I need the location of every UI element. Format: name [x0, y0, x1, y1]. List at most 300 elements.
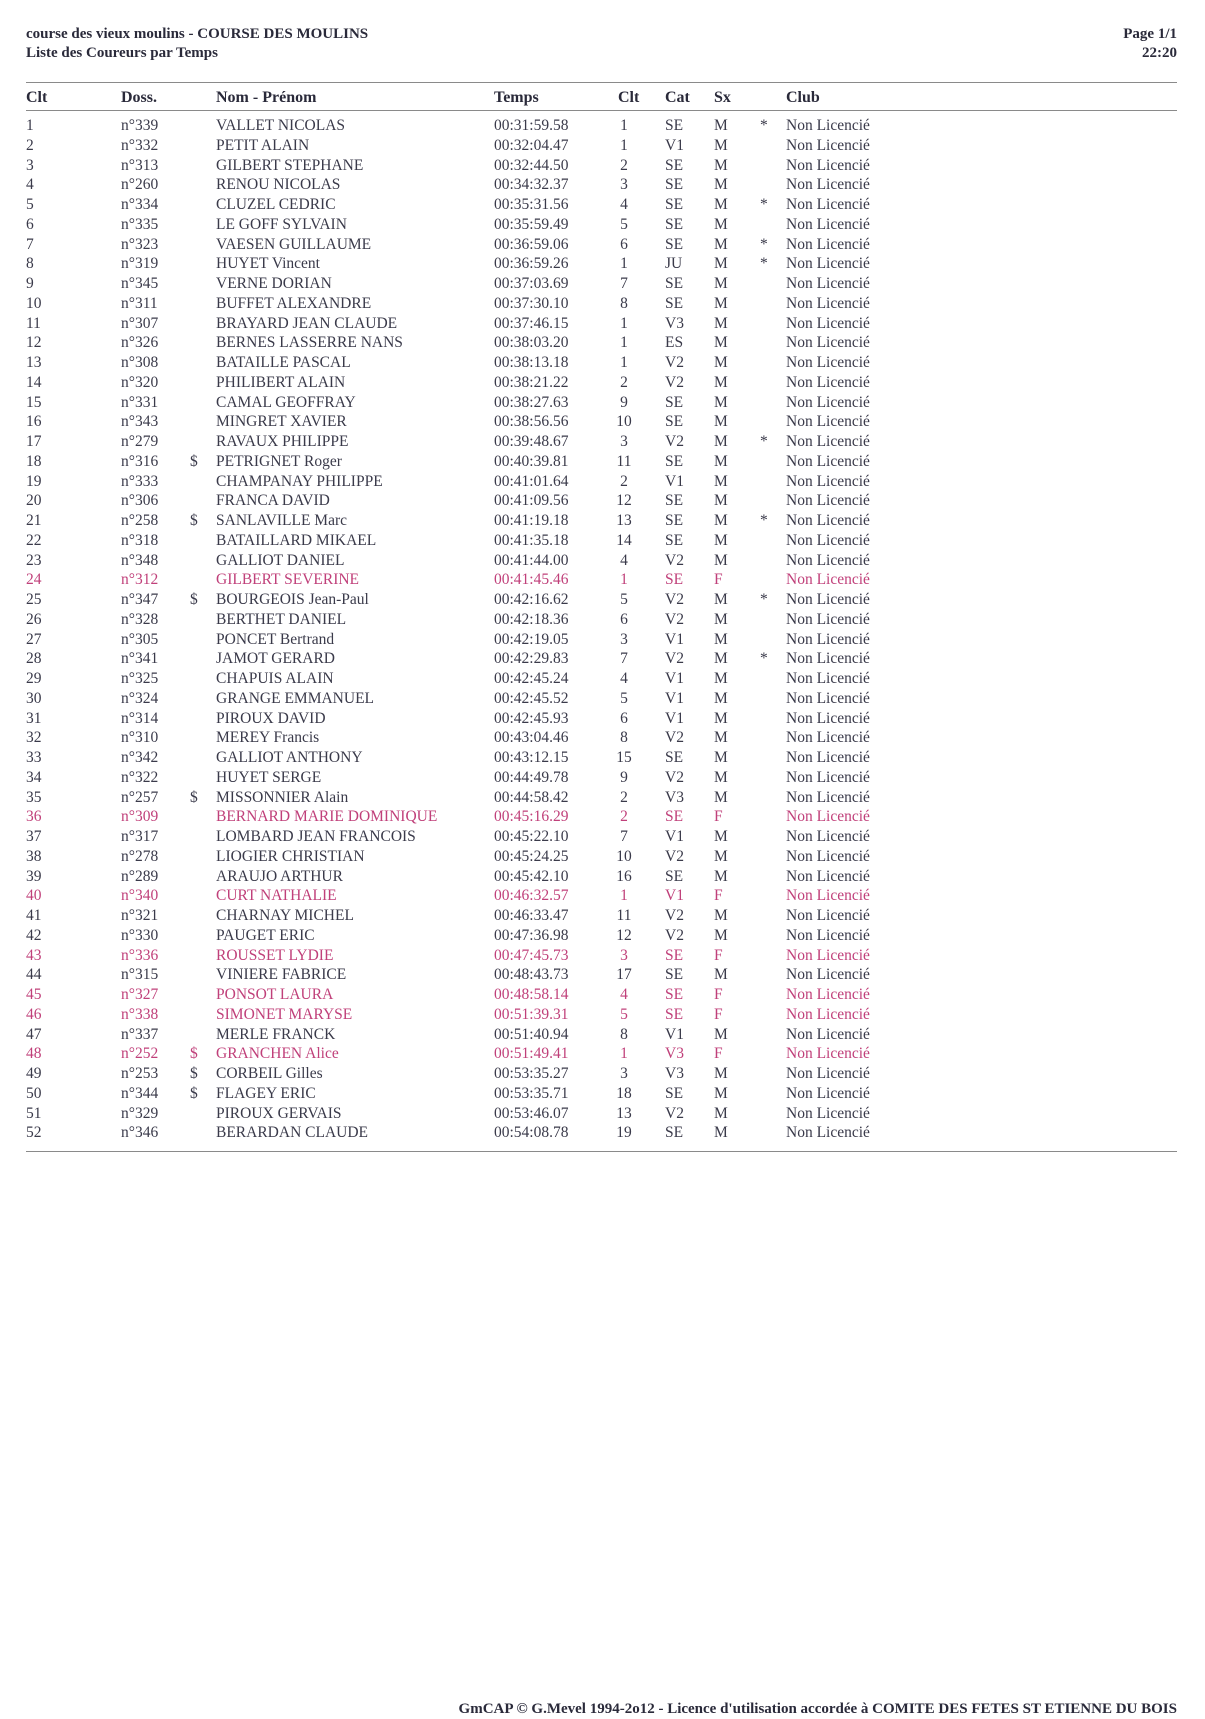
- category: V2: [665, 650, 684, 668]
- bib-number: n°338: [121, 1005, 159, 1023]
- bib-number: n°307: [121, 314, 159, 332]
- col-header-doss: Doss.: [121, 89, 158, 106]
- category: SE: [665, 571, 684, 589]
- rank: 6: [26, 215, 34, 233]
- category: V1: [665, 630, 684, 648]
- sex: M: [714, 749, 728, 766]
- rank: 21: [26, 512, 42, 529]
- finish-time: 00:38:13.18: [494, 354, 569, 371]
- table-row: [0, 156, 1205, 176]
- table-row: [0, 412, 1205, 432]
- finish-time: 00:41:45.46: [494, 571, 569, 589]
- sex: M: [714, 531, 728, 549]
- sex: M: [714, 630, 728, 648]
- rank: 37: [26, 828, 42, 845]
- runner-name: BRAYARD JEAN CLAUDE: [216, 314, 398, 332]
- sex: F: [714, 946, 723, 964]
- runner-name: BERNES LASSERRE NANS: [216, 334, 403, 352]
- category: V3: [665, 314, 684, 332]
- list-title: Liste des Coureurs par Temps: [26, 45, 218, 61]
- sex: M: [714, 689, 728, 707]
- bib-number: n°332: [121, 136, 159, 154]
- rank: 15: [26, 393, 42, 411]
- finish-time: 00:42:45.93: [494, 709, 569, 727]
- bib-number: n°306: [121, 492, 159, 510]
- bib-number: n°279: [121, 433, 159, 450]
- rank: 16: [26, 413, 42, 431]
- club: Non Licencié: [786, 650, 870, 668]
- sex: M: [714, 926, 728, 944]
- club: Non Licencié: [786, 630, 870, 648]
- fee-marker: $: [190, 512, 198, 529]
- rank: 36: [26, 808, 42, 826]
- runner-name: SIMONET MARYSE: [216, 1005, 353, 1023]
- fee-marker: $: [190, 1084, 198, 1102]
- finish-time: 00:38:56.56: [494, 413, 569, 431]
- category: SE: [665, 235, 684, 253]
- club: Non Licencié: [786, 492, 870, 510]
- category: SE: [665, 986, 684, 1003]
- sex: M: [714, 650, 728, 668]
- finish-time: 00:47:36.98: [494, 926, 569, 944]
- star-marker: *: [760, 512, 768, 529]
- finish-time: 00:42:19.05: [494, 630, 569, 648]
- category: SE: [665, 966, 684, 984]
- table-row: [0, 1064, 1205, 1084]
- runner-name: CURT NATHALIE: [216, 887, 337, 905]
- bib-number: n°340: [121, 887, 159, 905]
- rank: 39: [26, 867, 42, 885]
- category: V2: [665, 354, 684, 371]
- category-rank: 17: [616, 966, 632, 984]
- rank: 33: [26, 749, 42, 766]
- rank: 8: [26, 255, 34, 273]
- runner-name: MEREY Francis: [216, 729, 320, 747]
- category-rank: 5: [620, 1005, 628, 1023]
- rank: 2: [26, 136, 34, 154]
- category-rank: 4: [620, 670, 628, 687]
- category-rank: 1: [620, 334, 628, 352]
- rank: 41: [26, 907, 42, 924]
- category-rank: 6: [620, 610, 628, 628]
- category: SE: [665, 1124, 684, 1142]
- bib-number: n°323: [121, 235, 159, 253]
- rank: 19: [26, 472, 42, 490]
- category-rank: 1: [620, 136, 628, 154]
- club: Non Licencié: [786, 433, 870, 450]
- category: SE: [665, 1005, 684, 1023]
- club: Non Licencié: [786, 531, 870, 549]
- club: Non Licencié: [786, 689, 870, 707]
- club: Non Licencié: [786, 828, 870, 845]
- category: V1: [665, 828, 684, 845]
- category-rank: 10: [616, 413, 632, 431]
- rank: 14: [26, 373, 42, 391]
- category: SE: [665, 413, 684, 431]
- runner-name: VAESEN GUILLAUME: [216, 235, 372, 253]
- sex: M: [714, 413, 728, 431]
- table-row: [0, 590, 1205, 610]
- category-rank: 11: [616, 907, 632, 924]
- club: Non Licencié: [786, 1065, 870, 1082]
- club: Non Licencié: [786, 749, 870, 766]
- table-row: [0, 867, 1205, 887]
- category-rank: 1: [620, 1045, 628, 1063]
- club: Non Licencié: [786, 1045, 870, 1063]
- club: Non Licencié: [786, 946, 870, 964]
- category: V2: [665, 729, 684, 747]
- club: Non Licencié: [786, 729, 870, 747]
- table-row: [0, 1044, 1205, 1064]
- table-row: [0, 985, 1205, 1005]
- col-header-cat: Cat: [665, 89, 690, 106]
- bib-number: n°314: [121, 709, 159, 727]
- category: V1: [665, 472, 684, 490]
- print-time: 22:20: [1142, 45, 1177, 61]
- table-row: [0, 630, 1205, 650]
- bib-number: n°322: [121, 768, 159, 786]
- rank: 22: [26, 531, 42, 549]
- finish-time: 00:45:24.25: [494, 847, 569, 865]
- rank: 13: [26, 354, 42, 371]
- category-rank: 1: [620, 314, 628, 332]
- rank: 26: [26, 610, 42, 628]
- finish-time: 00:40:39.81: [494, 452, 569, 470]
- club: Non Licencié: [786, 1084, 870, 1102]
- runner-name: LOMBARD JEAN FRANCOIS: [216, 828, 416, 845]
- table-row: [0, 116, 1205, 136]
- category: V2: [665, 610, 684, 628]
- fee-marker: $: [190, 788, 198, 806]
- star-marker: *: [760, 255, 768, 273]
- sex: M: [714, 373, 728, 391]
- category-rank: 3: [620, 433, 628, 450]
- bib-number: n°289: [121, 867, 159, 885]
- runner-name: HUYET SERGE: [216, 768, 322, 786]
- category-rank: 1: [620, 571, 628, 589]
- rank: 20: [26, 492, 42, 510]
- category-rank: 19: [616, 1124, 632, 1142]
- fee-marker: $: [190, 452, 198, 470]
- table-row: [0, 353, 1205, 373]
- finish-time: 00:48:43.73: [494, 966, 569, 984]
- finish-time: 00:44:58.42: [494, 788, 569, 806]
- event-title: course des vieux moulins - COURSE DES MOULINS: [26, 26, 369, 42]
- club: Non Licencié: [786, 887, 870, 905]
- sex: M: [714, 670, 728, 687]
- bib-number: n°344: [121, 1084, 159, 1102]
- bib-number: n°278: [121, 847, 159, 865]
- table-row: [0, 748, 1205, 768]
- runner-name: PHILIBERT ALAIN: [216, 373, 346, 391]
- club: Non Licencié: [786, 591, 870, 608]
- runner-name: GRANGE EMMANUEL: [216, 689, 375, 707]
- rank: 32: [26, 729, 42, 747]
- results-table: [0, 116, 1205, 1143]
- category-rank: 2: [620, 808, 628, 826]
- club: Non Licencié: [786, 1005, 870, 1023]
- bib-number: n°315: [121, 966, 159, 984]
- table-row: [0, 314, 1205, 334]
- category-rank: 5: [620, 591, 628, 608]
- club: Non Licencié: [786, 235, 870, 253]
- table-row: [0, 1104, 1205, 1124]
- club: Non Licencié: [786, 393, 870, 411]
- table-end-rule: [26, 1151, 1177, 1152]
- category: SE: [665, 452, 684, 470]
- runner-name: BUFFET ALEXANDRE: [216, 294, 372, 312]
- col-header-time: Temps: [494, 89, 539, 106]
- rank: 42: [26, 926, 42, 944]
- rank: 34: [26, 768, 42, 786]
- bib-number: n°337: [121, 1025, 159, 1043]
- sex: M: [714, 768, 728, 786]
- rank: 10: [26, 294, 42, 312]
- table-row: [0, 1005, 1205, 1025]
- category-rank: 7: [620, 275, 628, 292]
- sex: M: [714, 294, 728, 312]
- category: V2: [665, 1104, 684, 1122]
- category-rank: 13: [616, 512, 632, 529]
- runner-name: MISSONNIER Alain: [216, 788, 349, 806]
- category: ES: [665, 334, 684, 352]
- category-rank: 13: [616, 1104, 632, 1122]
- category-rank: 2: [620, 472, 628, 490]
- category-rank: 16: [616, 867, 632, 885]
- col-header-clt: Clt: [26, 89, 48, 106]
- club: Non Licencié: [786, 512, 870, 529]
- runner-name: PAUGET ERIC: [216, 926, 315, 944]
- rank: 51: [26, 1104, 42, 1122]
- table-row: [0, 452, 1205, 472]
- club: Non Licencié: [786, 117, 870, 134]
- star-marker: *: [760, 196, 768, 213]
- category-rank: 7: [620, 650, 628, 668]
- table-row: [0, 570, 1205, 590]
- rank: 24: [26, 571, 42, 589]
- bib-number: n°253: [121, 1065, 159, 1082]
- bib-number: n°347: [121, 591, 159, 608]
- category: V3: [665, 788, 684, 806]
- sex: M: [714, 255, 728, 273]
- bib-number: n°346: [121, 1124, 159, 1142]
- sex: M: [714, 828, 728, 845]
- category: SE: [665, 512, 684, 529]
- bib-number: n°326: [121, 334, 159, 352]
- category-rank: 3: [620, 176, 628, 194]
- category-rank: 3: [620, 1065, 628, 1082]
- sex: M: [714, 452, 728, 470]
- rank: 47: [26, 1025, 42, 1043]
- club: Non Licencié: [786, 670, 870, 687]
- club: Non Licencié: [786, 768, 870, 786]
- rank: 23: [26, 551, 42, 569]
- bib-number: n°333: [121, 472, 159, 490]
- sex: F: [714, 808, 723, 826]
- category: SE: [665, 867, 684, 885]
- club: Non Licencié: [786, 709, 870, 727]
- category: V2: [665, 591, 684, 608]
- category-rank: 4: [620, 551, 628, 569]
- club: Non Licencié: [786, 966, 870, 984]
- runner-name: BERARDAN CLAUDE: [216, 1124, 368, 1142]
- bib-number: n°343: [121, 413, 159, 431]
- table-row: [0, 649, 1205, 669]
- sex: M: [714, 334, 728, 352]
- rank: 11: [26, 314, 41, 332]
- col-header-cat-rank: Clt: [618, 89, 640, 106]
- category-rank: 9: [620, 768, 628, 786]
- category-rank: 1: [620, 255, 628, 273]
- runner-name: GALLIOT DANIEL: [216, 551, 345, 569]
- club: Non Licencié: [786, 176, 870, 194]
- category-rank: 4: [620, 196, 628, 213]
- category: SE: [665, 294, 684, 312]
- sex: M: [714, 433, 728, 450]
- category-rank: 3: [620, 946, 628, 964]
- rank: 18: [26, 452, 42, 470]
- sex: M: [714, 354, 728, 371]
- runner-name: CLUZEL CEDRIC: [216, 196, 336, 213]
- rank: 31: [26, 709, 42, 727]
- table-row: [0, 807, 1205, 827]
- club: Non Licencié: [786, 788, 870, 806]
- rank: 44: [26, 966, 42, 984]
- category-rank: 5: [620, 215, 628, 233]
- rank: 12: [26, 334, 42, 352]
- sex: F: [714, 1045, 723, 1063]
- bib-number: n°308: [121, 354, 159, 371]
- sex: M: [714, 314, 728, 332]
- page-number: Page 1/1: [1123, 26, 1177, 42]
- table-row: [0, 926, 1205, 946]
- table-row: [0, 274, 1205, 294]
- runner-name: FLAGEY ERIC: [216, 1084, 316, 1102]
- runner-name: PIROUX GERVAIS: [216, 1104, 342, 1122]
- col-header-club: Club: [786, 89, 820, 106]
- sex: M: [714, 591, 728, 608]
- sex: M: [714, 196, 728, 213]
- rank: 30: [26, 689, 42, 707]
- sex: F: [714, 986, 723, 1003]
- category-rank: 3: [620, 630, 628, 648]
- table-row: [0, 551, 1205, 571]
- category-rank: 11: [616, 452, 632, 470]
- sex: M: [714, 551, 728, 569]
- finish-time: 00:41:19.18: [494, 512, 569, 529]
- category: SE: [665, 196, 684, 213]
- category: SE: [665, 275, 684, 292]
- bib-number: n°324: [121, 689, 159, 707]
- runner-name: PONSOT LAURA: [216, 986, 334, 1003]
- runner-name: JAMOT GERARD: [216, 650, 335, 668]
- runner-name: BATAILLE PASCAL: [216, 354, 351, 371]
- bib-number: n°325: [121, 670, 159, 687]
- star-marker: *: [760, 235, 768, 253]
- category: SE: [665, 215, 684, 233]
- club: Non Licencié: [786, 610, 870, 628]
- category: SE: [665, 531, 684, 549]
- bib-number: n°305: [121, 630, 159, 648]
- table-row: [0, 373, 1205, 393]
- finish-time: 00:53:35.27: [494, 1065, 569, 1082]
- runner-name: PETRIGNET Roger: [216, 452, 342, 470]
- finish-time: 00:35:31.56: [494, 196, 569, 213]
- table-row: [0, 827, 1205, 847]
- table-row: [0, 709, 1205, 729]
- finish-time: 00:37:46.15: [494, 314, 569, 332]
- runner-name: BERTHET DANIEL: [216, 610, 347, 628]
- header-top-rule: [26, 82, 1177, 83]
- club: Non Licencié: [786, 986, 870, 1003]
- table-row: [0, 1084, 1205, 1104]
- runner-name: CHARNAY MICHEL: [216, 907, 354, 924]
- sex: M: [714, 492, 728, 510]
- category-rank: 12: [616, 926, 632, 944]
- star-marker: *: [760, 433, 768, 450]
- table-row: [0, 847, 1205, 867]
- sex: F: [714, 1005, 723, 1023]
- fee-marker: $: [190, 1045, 198, 1063]
- sex: M: [714, 235, 728, 253]
- table-row: [0, 136, 1205, 156]
- category-rank: 2: [620, 373, 628, 391]
- rank: 4: [26, 176, 34, 194]
- category: V2: [665, 907, 684, 924]
- finish-time: 00:48:58.14: [494, 986, 569, 1003]
- rank: 7: [26, 235, 34, 253]
- bib-number: n°252: [121, 1045, 159, 1063]
- category: V2: [665, 373, 684, 391]
- runner-name: BERNARD MARIE DOMINIQUE: [216, 808, 438, 826]
- table-row: [0, 432, 1205, 452]
- category: SE: [665, 749, 684, 766]
- finish-time: 00:46:32.57: [494, 887, 569, 905]
- club: Non Licencié: [786, 571, 870, 589]
- sex: F: [714, 887, 723, 905]
- club: Non Licencié: [786, 867, 870, 885]
- sex: M: [714, 610, 728, 628]
- runner-name: ROUSSET LYDIE: [216, 946, 334, 964]
- rank: 50: [26, 1084, 42, 1102]
- finish-time: 00:42:18.36: [494, 610, 569, 628]
- rank: 40: [26, 887, 42, 905]
- table-row: [0, 235, 1205, 255]
- club: Non Licencié: [786, 847, 870, 865]
- rank: 25: [26, 591, 42, 608]
- star-marker: *: [760, 650, 768, 668]
- category: V1: [665, 709, 684, 727]
- runner-name: CHAPUIS ALAIN: [216, 670, 334, 687]
- table-row: [0, 728, 1205, 748]
- finish-time: 00:53:46.07: [494, 1104, 569, 1122]
- club: Non Licencié: [786, 255, 870, 273]
- category: SE: [665, 176, 684, 194]
- runner-name: PIROUX DAVID: [216, 709, 326, 727]
- bib-number: n°336: [121, 946, 159, 964]
- sex: M: [714, 729, 728, 747]
- finish-time: 00:42:16.62: [494, 591, 569, 608]
- runner-name: VINIERE FABRICE: [216, 966, 347, 984]
- runner-name: BOURGEOIS Jean-Paul: [216, 591, 369, 608]
- finish-time: 00:38:03.20: [494, 334, 569, 352]
- rank: 9: [26, 275, 34, 292]
- finish-time: 00:45:16.29: [494, 808, 569, 826]
- sex: M: [714, 393, 728, 411]
- club: Non Licencié: [786, 215, 870, 233]
- table-row: [0, 1123, 1205, 1143]
- club: Non Licencié: [786, 275, 870, 292]
